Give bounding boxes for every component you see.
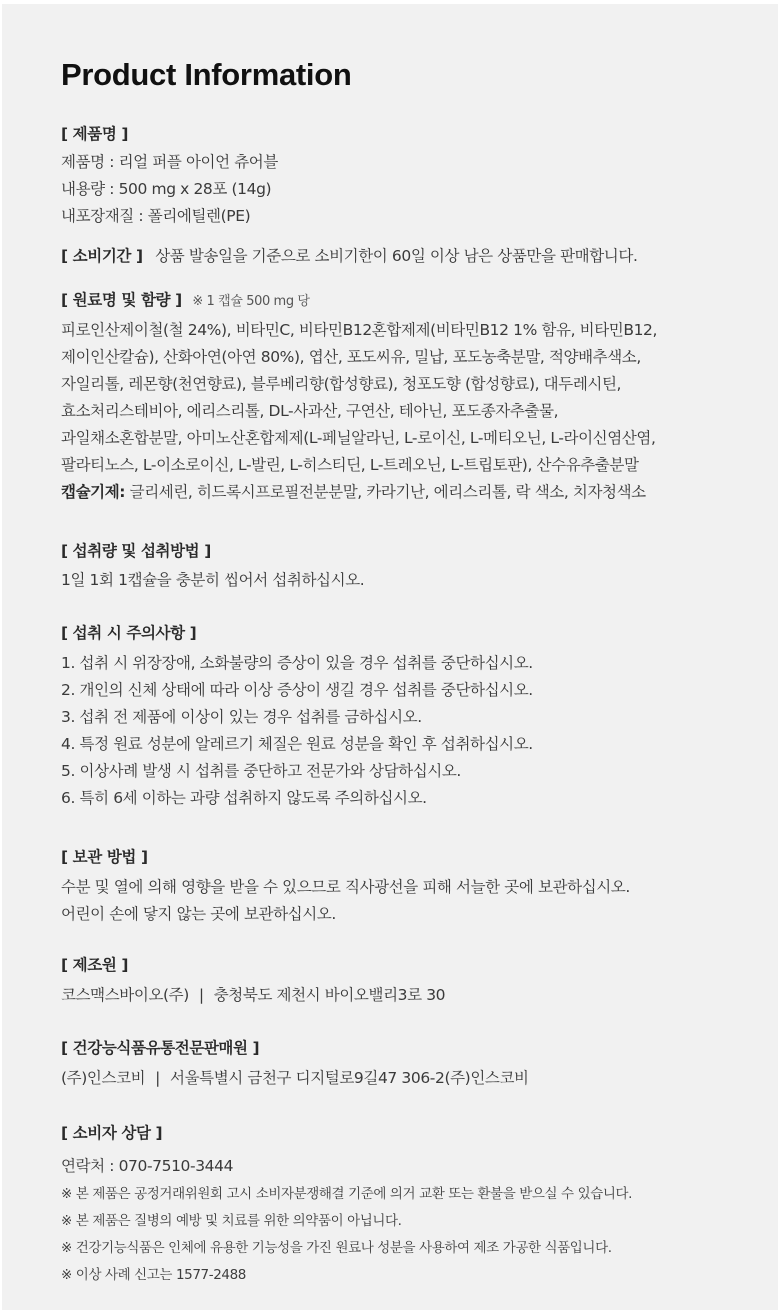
divider: | bbox=[155, 1069, 160, 1087]
ingredients-line: 피로인산제이철(철 24%), 비타민C, 비타민B12혼합제제(비타민B12 1% 함유, 비타민B12, bbox=[61, 321, 658, 339]
manufacturer-name: 코스맥스바이오(주) bbox=[61, 986, 189, 1004]
page-title: Product Information bbox=[61, 57, 352, 92]
caution-item: 1. 섭취 시 위장장애, 소화불량의 증상이 있을 경우 섭취를 중단하십시오. bbox=[61, 654, 533, 672]
seller-name: (주)인스코비 bbox=[61, 1069, 146, 1087]
seller-address: 서울특별시 금천구 디지털로9길47 306-2(주)인스코비 bbox=[170, 1069, 529, 1087]
consult-note: ※ 본 제품은 공정거래위원회 고시 소비자분쟁해결 기준에 의거 교환 또는 환불을 받으실 수 있습니다. bbox=[61, 1186, 633, 1202]
product-material: 내포장재질 : 폴리에틸렌(PE) bbox=[61, 207, 251, 225]
manufacturer-heading: [ 제조원 ] bbox=[61, 956, 129, 974]
product-name: 제품명 : 리얼 퍼플 아이언 츄어블 bbox=[61, 153, 278, 171]
consult-note: ※ 이상 사례 신고는 1577-2488 bbox=[61, 1267, 246, 1283]
ingredients-line: 자일리톨, 레몬향(천연향료), 블루베리향(합성향료), 청포도향 (합성향료), 대두레시틴, bbox=[61, 375, 622, 393]
divider: | bbox=[198, 986, 204, 1004]
expiry-row bbox=[61, 246, 637, 266]
consult-contact: 연락처 : 070-7510-3444 bbox=[61, 1157, 234, 1175]
caution-item: 4. 특정 원료 성분에 알레르기 체질은 원료 성분을 확인 후 섭취하십시오. bbox=[61, 735, 533, 753]
capsule-base-row bbox=[61, 482, 646, 502]
consult-note: ※ 본 제품은 질병의 예방 및 치료를 위한 의약품이 아닙니다. bbox=[61, 1213, 402, 1229]
storage-line: 수분 및 열에 의해 영향을 받을 수 있으므로 직사광선을 피해 서늘한 곳에 보관하십시오. bbox=[61, 878, 630, 896]
ingredients-heading: [ 원료명 및 함량 ] bbox=[61, 291, 182, 309]
consult-note: ※ 건강기능식품은 인체에 유용한 기능성을 가진 원료나 성분을 사용하여 제조 가공한 식품입니다. bbox=[61, 1240, 612, 1256]
intake-heading: [ 섭취량 및 섭취방법 ] bbox=[61, 542, 211, 560]
expiry-heading: [ 소비기간 ] bbox=[61, 247, 143, 265]
seller-row bbox=[61, 1068, 529, 1088]
expiry-text: 상품 발송일을 기준으로 소비기한이 60일 이상 남은 상품만을 판매합니다. bbox=[155, 247, 638, 265]
ingredients-line: 제이인산칼슘), 산화아연(아연 80%), 엽산, 포도씨유, 밀납, 포도농축분말, 적양배추색소, bbox=[61, 348, 641, 366]
caution-item: 5. 이상사례 발생 시 섭취를 중단하고 전문가와 상담하십시오. bbox=[61, 762, 461, 780]
seller-heading: [ 건강능식품유통전문판매원 ] bbox=[61, 1039, 260, 1057]
intake-text: 1일 1회 1캡슐을 충분히 씹어서 섭취하십시오. bbox=[61, 571, 365, 589]
storage-line: 어린이 손에 닿지 않는 곳에 보관하십시오. bbox=[61, 905, 336, 923]
capsule-base-label: 캡슐기제: bbox=[61, 483, 126, 501]
ingredients-heading-row bbox=[61, 290, 310, 312]
consult-heading: [ 소비자 상담 ] bbox=[61, 1124, 163, 1142]
manufacturer-row bbox=[61, 985, 445, 1005]
product-heading: [ 제품명 ] bbox=[61, 125, 129, 143]
storage-heading: [ 보관 방법 ] bbox=[61, 848, 148, 866]
ingredients-line: 팔라티노스, L-이소로이신, L-발린, L-히스티딘, L-트레오닌, L-트립토판), 산수유추출분말 bbox=[61, 456, 639, 474]
caution-item: 3. 섭취 전 제품에 이상이 있는 경우 섭취를 금하십시오. bbox=[61, 708, 422, 726]
cautions-heading: [ 섭취 시 주의사항 ] bbox=[61, 624, 197, 642]
caution-item: 6. 특히 6세 이하는 과량 섭취하지 않도록 주의하십시오. bbox=[61, 789, 427, 807]
manufacturer-address: 충청북도 제천시 바이오밸리3로 30 bbox=[213, 986, 446, 1004]
ingredients-line: 과일채소혼합분말, 아미노산혼합제제(L-페닐알라닌, L-로이신, L-메티오닌, L-라이신염산염, bbox=[61, 429, 656, 447]
caution-item: 2. 개인의 신체 상태에 따라 이상 증상이 생길 경우 섭취를 중단하십시오. bbox=[61, 681, 533, 699]
capsule-base-text: 글리세린, 히드록시프로필전분분말, 카라기난, 에리스리톨, 락 색소, 치자청색소 bbox=[125, 483, 646, 501]
product-volume: 내용량 : 500 mg x 28포 (14g) bbox=[61, 180, 272, 198]
ingredients-line: 효소처리스테비아, 에리스리톨, DL-사과산, 구연산, 테아닌, 포도종자추출물, bbox=[61, 402, 559, 420]
ingredients-note: ※ 1 캡슐 500 mg 당 bbox=[192, 294, 310, 309]
